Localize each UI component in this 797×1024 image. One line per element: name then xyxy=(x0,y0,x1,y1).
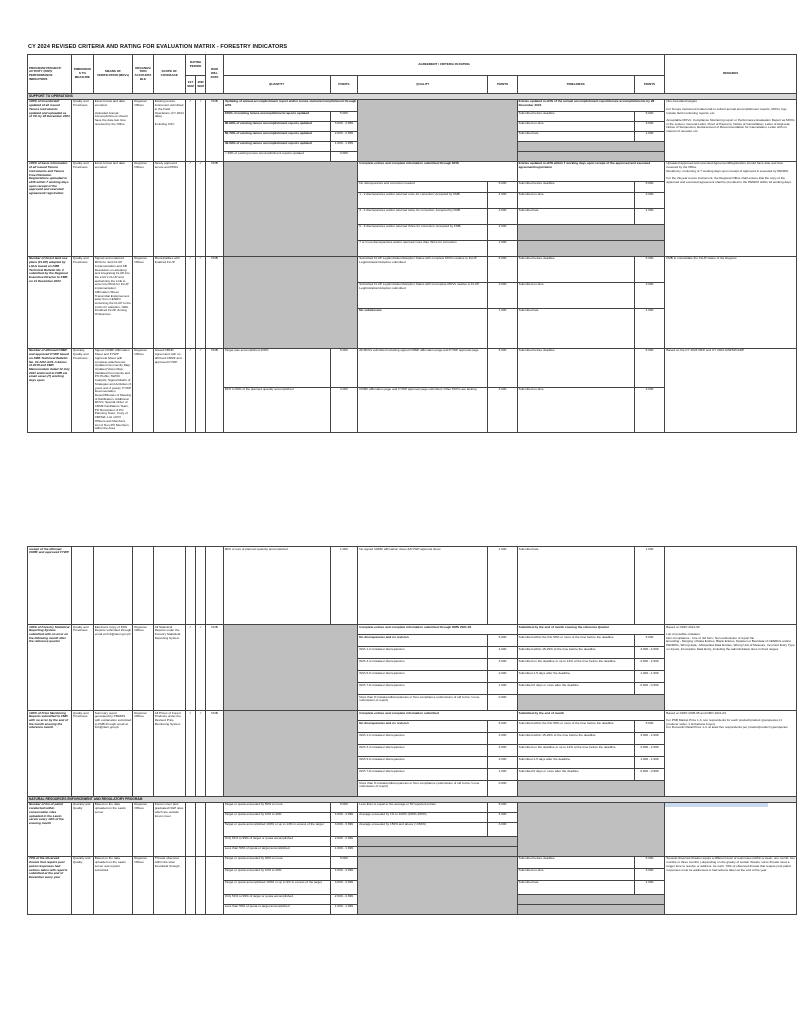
quality-item: With 5-6 mistakes/ discrepancies xyxy=(358,757,488,769)
points: 1.000 xyxy=(330,547,358,625)
timeliness-criterion: Submitted by the end of month xyxy=(517,711,665,721)
scope xyxy=(153,547,185,625)
organization xyxy=(133,547,153,625)
scope: Municipalities with finalized FLUP xyxy=(153,256,185,348)
timeliness-item: Submitted before deadline xyxy=(517,256,634,282)
header-remarks: REMARKS xyxy=(665,55,797,94)
quality-item: No submission xyxy=(358,308,488,348)
points: 5.000 xyxy=(330,111,358,121)
points: 1.000 xyxy=(634,547,665,625)
rating-2nd-sem: ✓ xyxy=(196,99,206,161)
scope: All Statistical Reports under the Forestry Statistical Reporting System xyxy=(153,625,185,711)
points: 3.000 - 3.959 xyxy=(330,121,358,131)
points: 4.000 xyxy=(488,647,517,659)
rating-1st-sem xyxy=(185,547,195,625)
timeliness-na xyxy=(517,802,665,856)
means-of-verification: Signed and notarized MOA for Joint FLUP implementation and SB Resolution on adopting and integrating FLUP into the LGU's CLUP and authorizing the LCE to enter into MOA for FLUP implementation; Affirmation Sheet; Transmittal Endorsement letter from CENRO endorsing the FLUP to the LGUs for adoption, NRA, Finalized FLUP, Zoning Ordinances xyxy=(93,256,132,348)
points: 3.000 xyxy=(488,387,517,432)
points: 2.000 - 2.999 xyxy=(634,745,665,757)
means-of-verification: Signed CRMF Affirmation Sheet and FYWP Approval Sheet with complete attachments; Updated Community Map; Updated Vision Map; Validated Community and PO Profile; SWOC Analysis; Signed Matrix of Strategies and Activities (4 years and 2 years); FYWP Documentation Report/Minutes of Meeting of Ratification; Additional MOVs: Special Order of CRMF Facilitators Team, PO Resolution of PO Planning Team, Copy of CBFMA, List of PO Officers and Members, List of Non-PO Members within the Area xyxy=(94,348,132,431)
points: 1.000 - 1.999 xyxy=(330,904,358,914)
dimension: Quality and Timeliness xyxy=(71,256,93,348)
blank xyxy=(517,224,665,240)
timeliness-item: Submitted before deadline xyxy=(517,348,634,387)
blank xyxy=(517,240,665,256)
quantity-item: 80% or less of planned quantity accomplished xyxy=(223,547,330,625)
quality-item: CRMF affirmation page and FYWP approval page submitted; Other MOVs are lacking xyxy=(358,387,488,432)
points: 1.000 xyxy=(634,131,665,141)
timeliness-item: Submitted within the first 50% or more of the time before the deadline xyxy=(517,721,634,733)
organization: Regional Offices xyxy=(133,856,153,914)
timeliness-item: Submitted on-time xyxy=(517,387,634,432)
points: 0.000 - 0.999 xyxy=(634,769,665,781)
header-means-of-verification: MEANS OF VERIFICATION (MOVs) xyxy=(93,55,132,94)
points: 5.000 xyxy=(634,856,665,868)
quality-item: More than 8 mistakes/discrepancies or Non-compliance (submission of old forms / none submission of report) xyxy=(358,781,488,797)
points: 5.000 xyxy=(634,348,665,387)
remarks: Uploaded approved and executed Agreement/Registration should have date and time received by the Office. Residency: reckoning of 7 working days upon receipt of approved & executed by PENRO For the 29-year tenure instrument, the Regional Office shall ensure that the copy of the approved and executed agreement shall be provided to the PENRO within 10 working days. xyxy=(665,161,797,256)
quantity-item: Target was accomplished 100% xyxy=(223,348,330,387)
timeliness-item: Submitted before deadline xyxy=(517,111,634,121)
points: 5.000 xyxy=(330,856,358,868)
timeliness-item: Submitted late xyxy=(517,208,634,224)
quantity-item: 80-99% of existing tenure accomplishment reports updated xyxy=(223,121,330,131)
section-enforcement-program: NATURAL RESOURCES ENFORCEMENT AND REGULATORY PROGRAM xyxy=(28,797,797,803)
points: 2.000 - 2.999 xyxy=(634,659,665,671)
timeliness-item: Submitted on the deadline or up to 14% of the time before the deadline xyxy=(517,659,634,671)
points: 3.000 xyxy=(634,192,665,208)
means-of-verification: Electronic Copy of FRS Reports submitted through email at fmb@denr.gov.ph xyxy=(93,625,132,711)
points: 1.000 xyxy=(634,208,665,224)
blank xyxy=(517,151,665,161)
scope: Forest cover plus graduated NGP sites which are outside forest cover xyxy=(153,802,185,856)
quality-item: With 7-8 mistakes/ discrepancies xyxy=(358,769,488,781)
header-quality: QUALITY xyxy=(358,76,488,94)
quality-item: 3 - 4 discrepancies and/or returned twice for correction; Accepted by FMB xyxy=(358,208,488,224)
points: 4.000 xyxy=(488,192,517,208)
timeliness-item: Submitted before deadline xyxy=(517,856,634,868)
quantity-na xyxy=(223,625,357,711)
rating-1st-sem: ✓ xyxy=(185,99,195,161)
blank xyxy=(517,894,665,904)
remarks: Based on DMO 2008-05 and DMO 2021-03 For PSB Market Price 1-3, two respondents for each product/product type/species (1 producer seller, 1 timberlane buyer). For Domestic Retail Price 1-3, at least five respondents per product/product type/species xyxy=(665,711,797,797)
points: 1.000 - 1.999 xyxy=(330,846,358,856)
quality-item: 1 - 2 discrepancies and/or returned once for correction; Accepted by FMB xyxy=(358,192,488,208)
header-points: POINTS xyxy=(330,76,358,94)
dimension: Quantity and Quality xyxy=(71,802,93,856)
quality-item: More than 8 mistakes/discrepancies or Non-compliance (submission of old forms / none submission of report) xyxy=(358,695,488,711)
dimension: Quality and Timeliness xyxy=(71,625,93,711)
rating-1st-sem xyxy=(185,856,195,914)
points: 5.000 xyxy=(634,111,665,121)
quantity-item: Target or quota accomplished 100% or up to 9% in excess of the target xyxy=(223,880,330,894)
criteria-table-page-2 xyxy=(27,546,797,915)
criteria-table-page-1 xyxy=(27,54,797,433)
points: 5.000 xyxy=(488,635,517,647)
scope: All Prices of Forest Products under the Revised Price Monitoring System xyxy=(153,711,185,797)
header-who-will-rate: WHO WILL RATE xyxy=(206,55,224,94)
timeliness-item: Submitted late xyxy=(517,880,634,894)
points: 5.000 xyxy=(488,802,517,812)
remarks: Several observed threats require a different level of responses (within a week, one month, two months or three months ) depending on the gravity of certain threats; some threats need a longer time to resolve or address. As such, 70% of observed threats that require post patrol responses must be addressed or had actions taken at the end of the year xyxy=(665,856,797,914)
quality-item: All MOVs submitted including signed CRMF affirmation page and FYWP approval page xyxy=(358,348,488,387)
points: 0.000 - 0.999 xyxy=(634,683,665,695)
points: 3.000 xyxy=(488,208,517,224)
rating-2nd-sem xyxy=(196,547,206,625)
points: 1.000 xyxy=(488,683,517,695)
quality-item: 7 or more discrepancies and/or returned more than thrice for correction xyxy=(358,240,488,256)
quantity-item: Only 51% to 99% of target or quota accomplished xyxy=(223,894,330,904)
means-of-verification-continued xyxy=(93,547,132,625)
who-will-rate xyxy=(206,802,224,856)
who-will-rate xyxy=(206,547,224,625)
points: 3.000 xyxy=(488,282,517,308)
points: 3.000 - 4.999 xyxy=(634,647,665,659)
points: 3.000 xyxy=(634,282,665,308)
points: 4.000 - 4.999 xyxy=(330,868,358,880)
points: 1.000 xyxy=(488,308,517,348)
points: 0.000 xyxy=(488,781,517,797)
quality-item: No discrepancies and correction needed xyxy=(358,181,488,192)
points: 5.000 xyxy=(330,802,358,812)
who-will-rate: FMB xyxy=(206,256,224,348)
points: 3.000 xyxy=(634,387,665,432)
points: 3.000 xyxy=(488,822,517,836)
quality-item: Submitted FLUP Legitimization/Adoption Status with complete MOVs relative to FLUP Legitimization/Adoption submitted xyxy=(358,256,488,282)
points: 5.000 xyxy=(488,348,517,387)
quantity-na xyxy=(223,256,357,348)
quality-item: Average exceeded by 1% to 100% (100%-150%) xyxy=(358,812,488,822)
quantity-item: Target or quota exceeded by 10% to 49% xyxy=(223,812,330,822)
points: 1.000 - 1.959 xyxy=(330,141,358,151)
quality-criterion: Complete entries and complete information submitted through EFIS xyxy=(358,161,517,181)
timeliness-item: Submitted 6 days or more after the deadline xyxy=(517,683,634,695)
blank xyxy=(517,904,665,914)
quality-criterion: Complete entries and complete information submitted xyxy=(358,711,517,721)
header-2nd-sem: 2ND SEM xyxy=(196,76,206,94)
scope: Newly approved tenure and PFRs xyxy=(153,161,185,256)
timeliness-item: Submitted 6 days or more after the deadline xyxy=(517,769,634,781)
quantity-item: 60-79% of existing tenure accomplishment reports updated xyxy=(223,131,330,141)
indicator: Number of km of patrol conducted within conservation sites uploaded in the Lawin server every 10th of the ensuing month xyxy=(28,802,72,856)
organization: Regional Offices xyxy=(133,625,153,711)
remarks xyxy=(665,802,797,856)
dimension: Quantity and Quality xyxy=(71,856,93,914)
who-will-rate: FMB xyxy=(206,711,224,797)
who-will-rate: FMB xyxy=(206,348,224,432)
timeliness-item: Submitted on-time xyxy=(517,121,634,131)
points: 2.000 - 2.999 xyxy=(330,894,358,904)
points: 2.000 xyxy=(488,757,517,769)
indicator-continued: receipt of the affirmed CRMF and approved FYWP xyxy=(28,547,72,625)
points: 1.000 - 1.999 xyxy=(634,671,665,683)
quality-criterion: Complete entries and complete information submitted through DMS 2021-02 xyxy=(358,625,517,635)
quality-item: Less than or equal to the average or 50 reported entries xyxy=(358,802,488,812)
points: 3.000 xyxy=(488,745,517,757)
quality-item: No discrepancies and no revision xyxy=(358,721,488,733)
means-of-verification: Excel format and data encoded xyxy=(93,161,132,256)
points: 0.000 xyxy=(330,151,358,161)
points: 3.000 - 3.999 xyxy=(330,880,358,894)
points: 2.000 - 2.959 xyxy=(330,131,358,141)
header-quantity: QUANTITY xyxy=(223,76,330,94)
organization: Regional Offices xyxy=(133,256,153,348)
points: 1.000 xyxy=(488,547,517,625)
rating-2nd-sem xyxy=(196,802,206,856)
quantity-item: 40-59% of existing tenure accomplishment reports updated xyxy=(223,141,330,151)
header-scope: SCOPE OF COVERAGE xyxy=(153,55,185,94)
organization: Regional Offices xyxy=(133,161,153,256)
points: 5.000 xyxy=(488,256,517,282)
points: 4.000 xyxy=(488,733,517,745)
points: 4.000 - 4.999 xyxy=(330,812,358,822)
dimension: Quality and Timeliness xyxy=(71,99,93,161)
quality-item: No discrepancies and no revision xyxy=(358,635,488,647)
scope: Issued CBFM Agreement with no affirmed CRMF and approved FYWP xyxy=(153,348,185,432)
remarks: Non-forestland targets For Tenure instrument holders fail to submit annual accomplishment reports, MOVs may include field monitoring reports, etc. Acceptable MOVs: Compliance Monitoring report or Performance Evaluation Report as MOVs in the system, General Letter, Proof of Payment, Notice of Cancellation, Letter of Approval, Notice of Suspension, Endorsement of Recommendation for Cancellation, Letter with no interest of renewal, etc. xyxy=(665,99,797,161)
rating-1st-sem: ✓ xyxy=(185,711,195,797)
points: 3.000 xyxy=(488,659,517,671)
remarks xyxy=(665,547,797,625)
points: 0.000 xyxy=(488,695,517,711)
points: 5.000 xyxy=(330,348,358,387)
rating-1st-sem: ✓ xyxy=(185,625,195,711)
timeliness-item: Submitted within the first 50% or more of the time before the deadline xyxy=(517,635,634,647)
timeliness-criterion: Entries updated in eFIS of the annual accomplishment report/tenure accomplishments by 28 December 2024 xyxy=(517,99,665,111)
indicator: Number of affirmed CRMF and approved FYWP based on FMB Technical Bulletin No. 03-A/02-A/01-A Series of 2015 and FMB Memorandum dated 12 July 2021 endorsed to FMB via email seven (7) working days upon xyxy=(28,348,72,432)
quantity-item: < 39% of existing tenure accomplishment reports updated xyxy=(223,151,330,161)
timeliness-item: Submitted before deadline xyxy=(517,181,634,192)
quality-item: With 1-2 mistakes/ discrepancies xyxy=(358,647,488,659)
header-timeliness: TIMELINESS xyxy=(517,76,634,94)
quantity-item: Target or quota exceeded by 10% to 29% xyxy=(223,868,330,880)
section-support-to-operations: SUPPORT TO OPERATIONS xyxy=(28,94,797,100)
timeliness-item: Submitted 1-5 days after the deadline xyxy=(517,757,634,769)
timeliness-item: Submitted late xyxy=(517,131,634,141)
quality-item: With 1-2 mistakes/ discrepancies xyxy=(358,733,488,745)
blank xyxy=(358,836,517,846)
scope: Threats observed within the total forestland through xyxy=(153,856,185,914)
quantity-item: 100% of existing tenure accomplishment reports updated xyxy=(223,111,330,121)
quantity-na xyxy=(223,711,357,797)
quantity-item: Only 51% to 99% of target or quota accomplished xyxy=(223,836,330,846)
means-of-verification: Excel format and data encoded. Uploaded Annual Accomplishment should have the date last time received by the Office xyxy=(93,99,132,161)
header-rating-period: RATING PERIOD xyxy=(185,55,205,76)
points: 3.000 - 3.999 xyxy=(330,822,358,836)
quality-item: 5 - 6 discrepancies and/or returned thrice for correction; Accepted by FMB xyxy=(358,224,488,240)
header-points: POINTS xyxy=(488,76,517,94)
timeliness-item: Submitted within 15-29% of the time before the deadline xyxy=(517,733,634,745)
quantity-item: Less than 50% of quota or target accomplished xyxy=(223,846,330,856)
points: 3.000 xyxy=(330,387,358,432)
quantity-item: Target or quota accomplished 100% or up to 14% in excess of the target xyxy=(223,822,330,836)
quality-item: With 7-8 mistakes/ discrepancies xyxy=(358,683,488,695)
indicator: 100% of basic information of all issued Tenure instruments and Tenure Free Plantation Registrations uploaded in eFIS within 7 working days upon receipt of the approved and executed agreement/ registration xyxy=(28,161,72,256)
quality-item: Submitted FLUP Legitimization/Adoption Status with incomplete MOVs relative to FLUP Legitimization/Adoption submitted xyxy=(358,282,488,308)
header-1st-sem: 1ST SEM xyxy=(185,76,195,94)
points: 2.000 - 2.999 xyxy=(330,836,358,846)
timeliness-criterion: Submitted by the end of month ensuing the reference Quarter xyxy=(517,625,665,635)
dimension: Quality and Timeliness xyxy=(71,161,93,256)
rating-1st-sem: ✓ xyxy=(185,348,195,432)
rating-2nd-sem: ✓ xyxy=(196,161,206,256)
points: 1.000 xyxy=(488,240,517,256)
remarks: Based on DMO 2021-02 List of possible mistakes: Non-Compliance - Use of old form; Non-submission of report file Encoding - Merging of Data Entries, Blank Entries, Deletion or Bad data of CENROs and/or PENROs, Wrong data - Misspelled Data Entries, Wrong Unit of Measure, Incorrect Entry Type on Inputs, Incomplete Data Entry, including the administrative lines in fixed ranges xyxy=(665,625,797,711)
dimension: Quantity, Quality and Timeliness xyxy=(71,348,93,432)
points: 3.000 xyxy=(634,121,665,131)
timeliness-item: Submitted within 15-29% of the time before the deadline xyxy=(517,647,634,659)
indicator: 70% of the observed threats that require post patrol responses had actions taken with reports submitted at the end of December every year xyxy=(28,856,72,914)
page-1 xyxy=(0,0,795,500)
timeliness-item: Submitted on-time xyxy=(517,192,634,208)
quality-item: With 5-6 mistakes/ discrepancies xyxy=(358,671,488,683)
rating-2nd-sem: ✓ xyxy=(196,256,206,348)
points: 2.000 xyxy=(488,671,517,683)
quality-na xyxy=(358,856,517,914)
timeliness-criterion: Entries updated in eFIS within 7 working days upon receipt of the approved and executed agreement/registration xyxy=(517,161,665,181)
quantity-item: Target or quota exceeded by 50% or more xyxy=(223,802,330,812)
organization: Regional Offices xyxy=(133,348,153,432)
points: 1.000 xyxy=(634,880,665,894)
remarks: FMB to consolidate the FLUP status of the Regions xyxy=(665,256,797,348)
header-points: POINTS xyxy=(634,76,665,94)
points: 1.000 xyxy=(634,308,665,348)
points: 3.000 xyxy=(634,868,665,880)
points: 5.000 xyxy=(634,256,665,282)
blank xyxy=(517,141,665,151)
organization: Regional Offices xyxy=(133,99,153,161)
blank xyxy=(517,695,665,711)
points: 5.000 xyxy=(634,721,665,733)
rating-2nd-sem: ✓ xyxy=(196,348,206,432)
dimension xyxy=(71,547,93,625)
points: 5.000 xyxy=(488,181,517,192)
quality-item: With 3-4 mistakes/ discrepancies xyxy=(358,659,488,671)
points: 2.000 xyxy=(488,224,517,240)
header-organization: ORGANIZATION ACCOUNTABLE xyxy=(133,55,153,94)
timeliness-item: Submitted late xyxy=(517,308,634,348)
indicator: 100% of Price Monitoring Reports submitted to FMB with no error by the end of the month ensuing the reference month xyxy=(28,711,72,797)
header-agreement: AGREEMENT / CRITERIA IN RATING xyxy=(223,55,665,76)
timeliness-item: Submitted on-time xyxy=(517,868,634,880)
rating-1st-sem xyxy=(185,802,195,856)
dimension: Quality and Timeliness xyxy=(71,711,93,797)
points: 5.000 xyxy=(488,721,517,733)
who-will-rate: FMB xyxy=(206,625,224,711)
points: 1.000 - 1.999 xyxy=(634,757,665,769)
quality-item: With 3-4 mistakes/ discrepancies xyxy=(358,745,488,757)
rating-1st-sem: ✓ xyxy=(185,256,195,348)
rating-1st-sem: ✓ xyxy=(185,161,195,256)
blank xyxy=(358,846,517,856)
rating-2nd-sem xyxy=(196,856,206,914)
timeliness-item: Submitted late xyxy=(517,547,634,625)
timeliness-item: Submitted on the deadline or up to 14% of the time before the deadline xyxy=(517,745,634,757)
indicator: 100% of Forestry Statistical Reporting System submitted with no error on the following month after the reference quarter xyxy=(28,625,72,711)
quality-na xyxy=(358,99,517,161)
rating-2nd-sem: ✓ xyxy=(196,625,206,711)
who-will-rate xyxy=(206,856,224,914)
quality-item: Average exceeded by 150% and above (>150%) xyxy=(358,822,488,836)
quantity-item: Less than 50% of quota or target accomplished xyxy=(223,904,330,914)
timeliness-item: Submitted on-time xyxy=(517,282,634,308)
quantity-item: Target or quota exceeded by 30% or more xyxy=(223,856,330,868)
points: 3.000 - 4.999 xyxy=(634,733,665,745)
timeliness-item: Submitted 1-5 days after the deadline xyxy=(517,671,634,683)
quality-item: No signed CRMF affirmation sheet &/FYWP approval sheet xyxy=(358,547,488,625)
points: 4.000 xyxy=(488,812,517,822)
indicator: 100% of inventoried/ updated of all issued Tenure instruments updated and uploaded as of 7th by 28 December 2024 xyxy=(28,99,72,161)
quantity-na xyxy=(223,161,357,256)
who-will-rate: FMB xyxy=(206,161,224,256)
indicator: Number of forest land use plans (FLUP) adopted by LGUs based on FMB Technical Bulletin No. 2 submitted by the Regional Executive Director to FMB on 31 December 2024 xyxy=(28,256,72,348)
points: 5.000 xyxy=(634,181,665,192)
organization: Regional Offices xyxy=(133,802,153,856)
document-title: CY 2024 REVISED CRITERIA AND RATING FOR EVALUATION MATRIX - FORESTRY INDICATORS xyxy=(28,44,288,50)
who-will-rate: FMB xyxy=(206,99,224,161)
rating-2nd-sem: ✓ xyxy=(196,711,206,797)
blank xyxy=(517,781,665,797)
page-2 xyxy=(0,540,795,1024)
quantity-item: 81% to 99% of the planned quantity accomplished xyxy=(223,387,330,432)
header-indicators: PROGRAM/ PROJECT/ ACTIVITY (PAP)/ PERFORMANCE INDICATORS xyxy=(28,55,72,94)
scope: Existing tenure instrument submitted to the Field Operations (CY 2024 data) Including CSC xyxy=(153,99,185,161)
means-of-verification: Based on the data uploaded on the Lawin server xyxy=(93,802,132,856)
points: 5.000 xyxy=(634,635,665,647)
means-of-verification: Based on the data uploaded on the Lawin server and reports submitted xyxy=(93,856,132,914)
points: 1.000 xyxy=(488,769,517,781)
means-of-verification: Summary report generated by PMRMS with explanation submitted to FMB through email at fmb@denr.gov.ph xyxy=(93,711,132,797)
remarks: Based on the CY 2023 WFP and CY 2024 GWFM/CARP xyxy=(665,348,797,432)
organization: Regional Offices xyxy=(133,711,153,797)
header-dimensions: DIMENSIONS TO MEASURE xyxy=(71,55,93,94)
quantity-criterion: Updating of annual accomplishment report and/or tenure status/accomplishment through eFIS xyxy=(223,99,357,111)
